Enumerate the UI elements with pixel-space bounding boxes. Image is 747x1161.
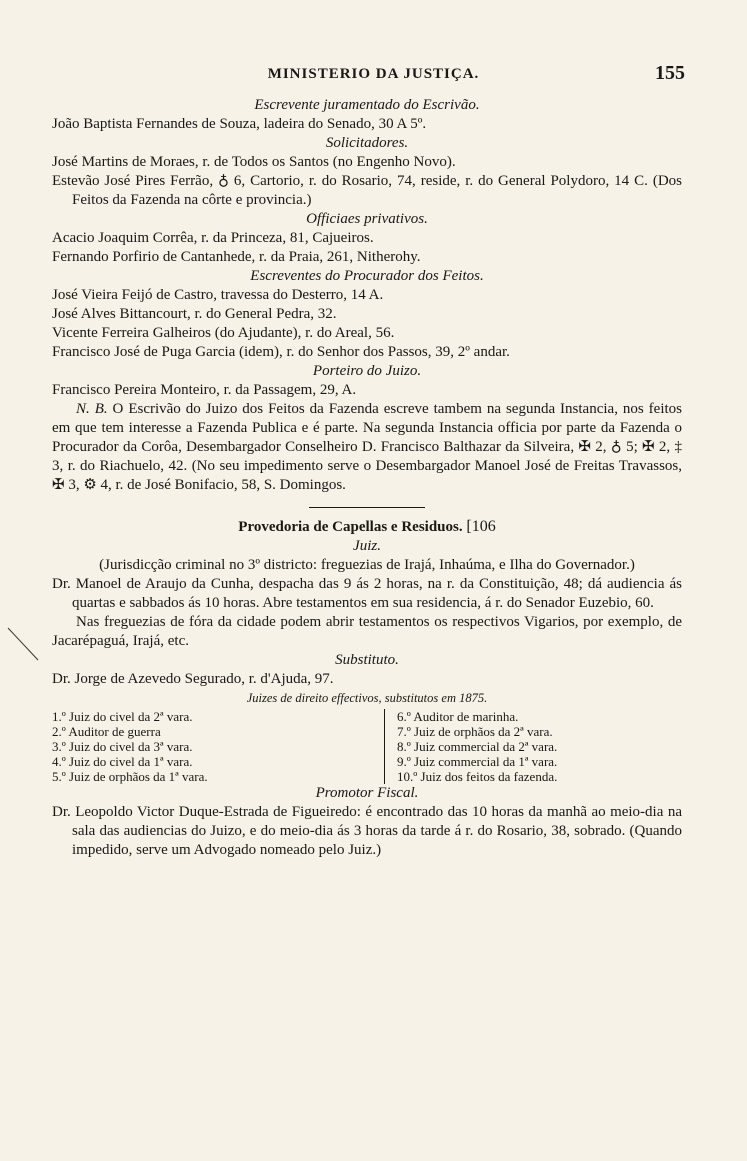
nota-bene-mark: N. B.	[76, 401, 108, 417]
section-reference-number: [106	[466, 518, 496, 535]
page-content	[52, 96, 682, 860]
running-head	[0, 62, 747, 92]
substitutes-column-right	[384, 709, 677, 784]
substitute-item: 9.º Juiz commercial da 1ª vara.	[397, 754, 558, 769]
substitute-item: 5.º Juiz de orphãos da 1ª vara.	[52, 769, 208, 784]
substitutes-heading: Juizes de direito effectivos, substitutos em 1875.	[246, 691, 488, 705]
directory-entry: José Alves Bittancourt, r. do General Pedra, 32.	[52, 306, 337, 322]
section-title	[52, 517, 682, 537]
substitute-item: 8.º Juiz commercial da 2ª vara.	[397, 739, 558, 754]
substitute-item: 4.º Juiz do civel da 1ª vara.	[52, 754, 193, 769]
substitute-item: 2.º Auditor de guerra	[52, 724, 161, 739]
section-title-text: Provedoria de Capellas e Residuos.	[238, 519, 463, 535]
directory-entry: Acacio Joaquim Corrêa, r. da Princeza, 81, Cajueiros.	[52, 230, 374, 246]
section-subheading: Solicitadores.	[325, 135, 409, 151]
section-subheading: Escreventes do Procurador dos Feitos.	[250, 268, 484, 284]
page-number: 155	[655, 62, 685, 84]
jurisdiction-note: (Jurisdicção criminal no 3º districto: freguezias de Irajá, Inhaúma, e Ilha do Governador.)	[99, 557, 635, 573]
substitutes-list	[52, 709, 682, 784]
directory-entry: Francisco Pereira Monteiro, r. da Passagem, 29, A.	[52, 382, 357, 398]
substitute-item: 3.º Juiz do civel da 3ª vara.	[52, 739, 193, 754]
substitute-item: 7.º Juiz de orphãos da 2ª vara.	[397, 724, 553, 739]
margin-stroke-mark	[6, 626, 46, 666]
directory-entry: Fernando Porfirio de Cantanhede, r. da Praia, 261, Nitherohy.	[52, 249, 421, 265]
section-subheading: Promotor Fiscal.	[315, 785, 419, 801]
directory-entry: Francisco José de Puga Garcia (idem), r. do Senhor dos Passos, 39, 2º andar.	[52, 344, 510, 360]
note-paragraph: N. B. O Escrivão do Juizo dos Feitos da Fazenda escreve tambem na segunda Instancia, nos feitos em que tem interesse a Fazenda Publica e é parte. Na segunda Instancia officia por parte da Fazenda o Procurador da Corôa, Desembargador Conselheiro D. Francisco Balthazar da Silveira, ✠ 2, ♁ 5; ✠ 2, ‡ 3, r. do Riachuelo, 42. (No seu impedimento serve o Desembargador Manoel José de Freitas Travassos, ✠ 3, ⚙ 4, r. de José Bonifacio, 58, S. Domingos.	[52, 401, 682, 493]
directory-entry: Estevão José Pires Ferrão, ♁ 6, Cartorio, r. do Rosario, 74, reside, r. do General Polydoro, 14 C. (Dos Feitos da Fazenda na côrte e provincia.)	[52, 173, 682, 208]
substitute-item: 10.º Juiz dos feitos da fazenda.	[397, 769, 558, 784]
running-title: MINISTERIO DA JUSTIÇA.	[267, 66, 480, 82]
substitute-item: 1.º Juiz do civel da 2ª vara.	[52, 709, 193, 724]
section-divider	[309, 507, 425, 508]
substitute-item: 6.º Auditor de marinha.	[397, 709, 519, 724]
section-subheading: Escrevente juramentado do Escrivão.	[254, 97, 480, 113]
directory-entry: José Vieira Feijó de Castro, travessa do Desterro, 14 A.	[52, 287, 384, 303]
section-subheading: Porteiro do Juizo.	[312, 363, 422, 379]
note-paragraph: Nas freguezias de fóra da cidade podem abrir testamentos os respectivos Vigarios, por exemplo, de Jacarépaguá, Irajá, etc.	[52, 614, 682, 649]
directory-entry: Dr. Manoel de Araujo da Cunha, despacha das 9 ás 2 horas, na r. da Constituição, 48; dá audiencia ás quartas e sabbados ás 10 horas. Abre testamentos em sua residencia, á r. do Senador Euzebio, 60.	[52, 576, 682, 611]
section-subheading: Officiaes privativos.	[306, 211, 428, 227]
directory-entry: Dr. Jorge de Azevedo Segurado, r. d'Ajuda, 97.	[52, 671, 334, 687]
directory-entry: José Martins de Moraes, r. de Todos os Santos (no Engenho Novo).	[52, 154, 456, 170]
directory-entry: Vicente Ferreira Galheiros (do Ajudante), r. do Areal, 56.	[52, 325, 395, 341]
directory-entry: João Baptista Fernandes de Souza, ladeira do Senado, 30 A 5º.	[52, 116, 427, 132]
section-subheading: Juiz.	[353, 538, 381, 554]
directory-entry: Dr. Leopoldo Victor Duque-Estrada de Figueiredo: é encontrado das 10 horas da manhã ao meio-dia na sala das audiencias do Juizo, e do meio-dia ás 3 horas da tarde á r. do Rosario, 38, sobrado. (Quando impedido, serve um Advogado nomeado pelo Juiz.)	[52, 804, 682, 858]
section-subheading: Substituto.	[335, 652, 399, 668]
substitutes-column-left	[52, 709, 384, 784]
